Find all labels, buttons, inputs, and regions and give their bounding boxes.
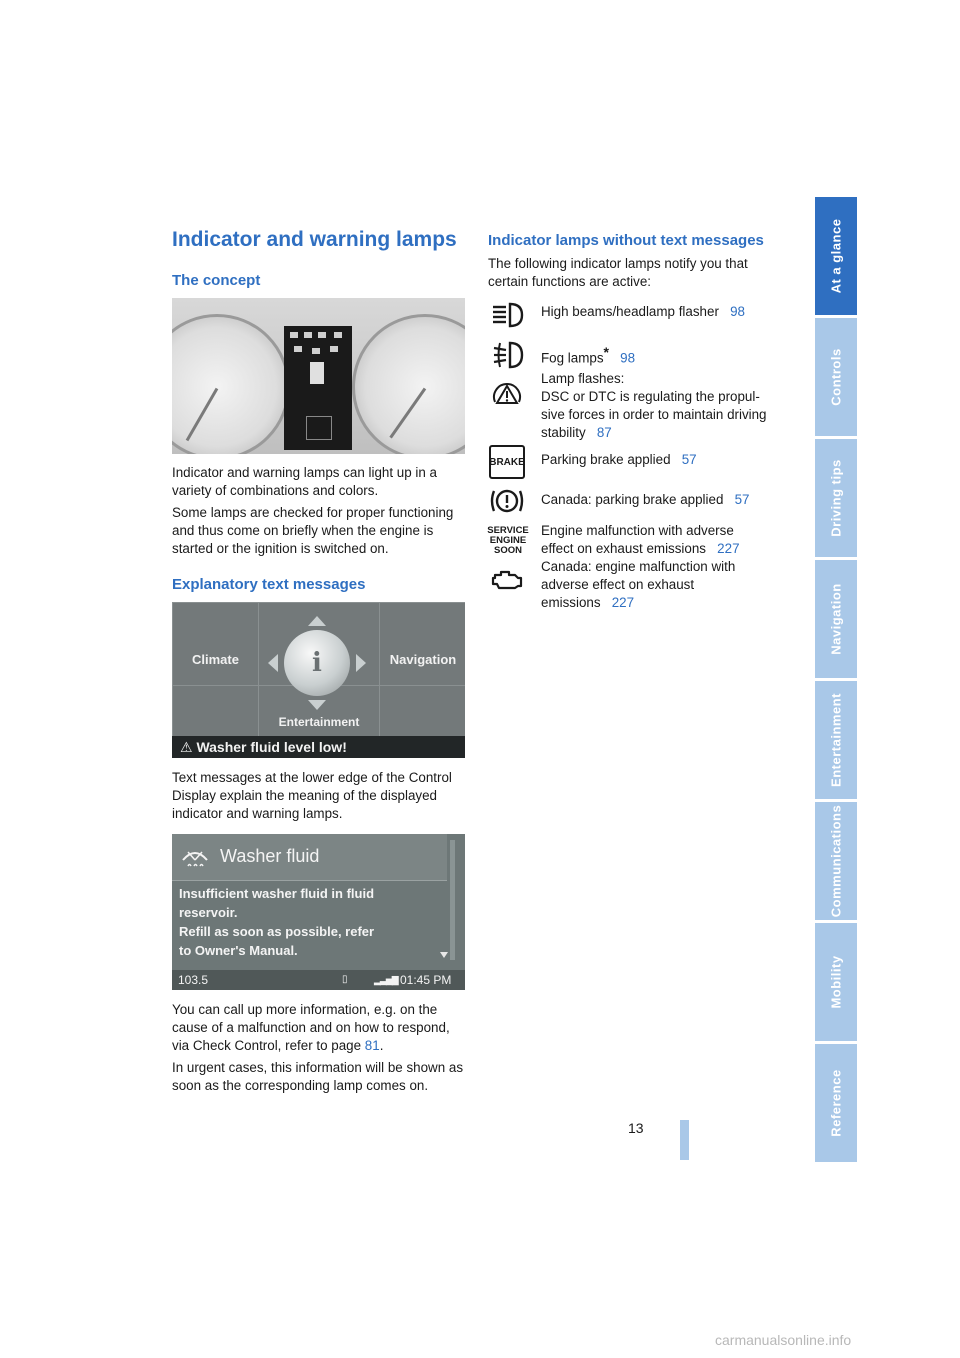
lamp-icon <box>334 332 342 338</box>
arrow-down-icon <box>308 700 326 710</box>
chapter-tabs <box>815 197 857 1165</box>
tab-mobility[interactable] <box>815 923 857 1041</box>
page-link[interactable]: 98 <box>730 304 745 319</box>
page-link[interactable]: 98 <box>620 350 636 366</box>
concept-paragraph-1: Indicator and warning lamps can light up in a variety of combinations and colors. <box>172 465 437 498</box>
page-link[interactable]: 57 <box>681 452 697 467</box>
lamp-icon <box>330 346 338 352</box>
washer-title-bar <box>172 834 447 881</box>
clock-time: 01:45 PM <box>400 973 452 987</box>
bottom-left-cell <box>172 685 259 737</box>
entertainment-label: Entertainment <box>278 715 360 729</box>
bottom-right-cell <box>379 685 465 737</box>
radio-frequency: 103.5 <box>178 973 209 987</box>
canada-brake-icon <box>488 482 526 520</box>
dsc-warning-icon <box>488 376 526 414</box>
speedometer-gauge <box>172 314 290 454</box>
arrow-up-icon <box>308 616 326 626</box>
indicator-label: Canada: parking brake applied <box>541 492 724 507</box>
more-info-period: . <box>379 1038 384 1053</box>
page-link[interactable]: 57 <box>734 492 750 507</box>
arrow-right-icon <box>356 654 366 672</box>
info-knob-icon <box>284 630 350 696</box>
washer-line: reservoir. <box>179 905 238 920</box>
indicator-text <box>541 343 786 367</box>
tab-communications[interactable] <box>815 802 857 920</box>
service-engine-text: SERVICE ENGINE SOON <box>487 525 529 556</box>
indicator-panel <box>284 326 352 450</box>
watermark: carmanualsonline.info <box>715 1332 852 1348</box>
tab-controls[interactable] <box>815 318 857 436</box>
page-title: Indicator and warning lamps <box>172 228 457 251</box>
brake-icon <box>488 443 526 481</box>
engine-icon <box>488 560 526 598</box>
road-icon <box>310 362 324 384</box>
speed-needle <box>186 388 219 441</box>
tab-reference[interactable] <box>815 1044 857 1162</box>
tab-label: Reference <box>828 1069 844 1137</box>
warning-triangle-icon: ⚠ <box>180 739 197 755</box>
indicator-label: Lamp flashes: DSC or DTC is regulating the propul- sive forces in order to maintain driving stability <box>541 371 767 440</box>
instrument-cluster-image <box>172 298 465 454</box>
concept-paragraph-2: Some lamps are checked for proper functioning and thus come on briefly when the engine is started or the ignition is switched on. <box>172 505 454 556</box>
lamp-icon <box>304 332 312 338</box>
tab-at-a-glance[interactable] <box>815 197 857 315</box>
indicator-text <box>541 451 786 469</box>
tachometer-gauge <box>352 314 465 454</box>
service-engine-icon <box>488 522 528 560</box>
washer-title: Washer fluid <box>220 846 320 866</box>
scroll-down-icon <box>440 952 448 958</box>
tab-label: Navigation <box>828 583 844 655</box>
lamp-icon <box>290 332 298 338</box>
indicator-label: Engine malfunction with adverse effect on exhaust emissions <box>541 523 734 556</box>
status-bar <box>172 970 465 990</box>
tab-label: Entertainment <box>828 693 844 787</box>
rpm-needle <box>389 388 426 439</box>
phone-icon: ▯ <box>342 974 348 985</box>
climate-cell <box>172 602 259 686</box>
page-link[interactable]: 227 <box>717 541 740 556</box>
tab-entertainment[interactable] <box>815 681 857 799</box>
explanatory-paragraph: Text messages at the lower edge of the Control Display explain the meaning of the displayed indicator and warning lamps. <box>172 770 452 821</box>
navigation-label: Navigation <box>389 651 457 667</box>
message-bar <box>172 736 465 758</box>
urgent-paragraph: In urgent cases, this information will be shown as soon as the corresponding lamp comes on. <box>172 1060 464 1093</box>
tab-driving-tips[interactable] <box>815 439 857 557</box>
washer-line: Refill as soon as possible, refer <box>179 924 375 939</box>
navigation-cell <box>379 602 465 686</box>
indicator-text <box>541 558 786 612</box>
washer-line: Insufficient washer fluid in fluid <box>179 886 375 901</box>
lamp-icon <box>312 348 320 354</box>
washer-lamp-icon <box>306 416 332 440</box>
message-text: Washer fluid level low! <box>196 739 347 755</box>
indicator-text <box>541 522 786 558</box>
indicator-text <box>541 303 786 321</box>
page-81-link[interactable]: 81 <box>364 1038 380 1053</box>
indicator-label: High beams/headlamp flasher <box>541 304 719 319</box>
page-number-bar <box>680 1120 689 1160</box>
page-link[interactable]: 87 <box>596 425 612 440</box>
tab-label: Communications <box>828 804 844 918</box>
high-beam-icon <box>488 296 526 334</box>
more-info-text: You can call up more information, e.g. on the cause of a malfunction and on how to respond, via Check Control, refer to page <box>172 1002 450 1053</box>
brake-icon-text: BRAKE <box>489 445 525 479</box>
indicators-intro: The following indicator lamps notify you that certain functions are active: <box>488 256 748 289</box>
lamp-icon <box>318 332 326 338</box>
indicator-label: Canada: engine malfunction with adverse effect on exhaust emissions <box>541 559 736 610</box>
tab-label: Controls <box>828 348 844 406</box>
indicator-text <box>541 491 786 509</box>
tab-label: At a glance <box>828 218 844 294</box>
explanatory-heading: Explanatory text messages <box>172 576 366 593</box>
arrow-left-icon <box>268 654 278 672</box>
tab-label: Driving tips <box>828 459 844 537</box>
fog-lamp-icon <box>488 336 526 374</box>
lamp-icon <box>294 346 302 352</box>
washer-message-body <box>179 884 439 960</box>
indicator-text <box>541 370 786 442</box>
page-link[interactable]: 227 <box>611 595 635 610</box>
tab-navigation[interactable] <box>815 560 857 678</box>
washer-fluid-screen-image <box>172 834 465 990</box>
indicator-label: Parking brake applied <box>541 452 671 467</box>
more-info-paragraph <box>172 1001 467 1055</box>
washer-line: to Owner's Manual. <box>179 943 298 958</box>
control-display-image <box>172 602 465 758</box>
indicator-label: Fog lamps <box>541 350 604 366</box>
washer-fluid-icon <box>180 844 210 872</box>
indicators-heading: Indicator lamps without text messages <box>488 232 764 249</box>
scrollbar <box>450 840 455 960</box>
page-number: 13 <box>628 1120 644 1136</box>
climate-label: Climate <box>192 651 239 667</box>
concept-heading: The concept <box>172 272 261 289</box>
option-star: * <box>603 344 609 360</box>
signal-icon: ▂▃▅▇ <box>374 975 398 985</box>
info-glyph: i <box>312 648 322 678</box>
tab-label: Mobility <box>828 955 844 1009</box>
